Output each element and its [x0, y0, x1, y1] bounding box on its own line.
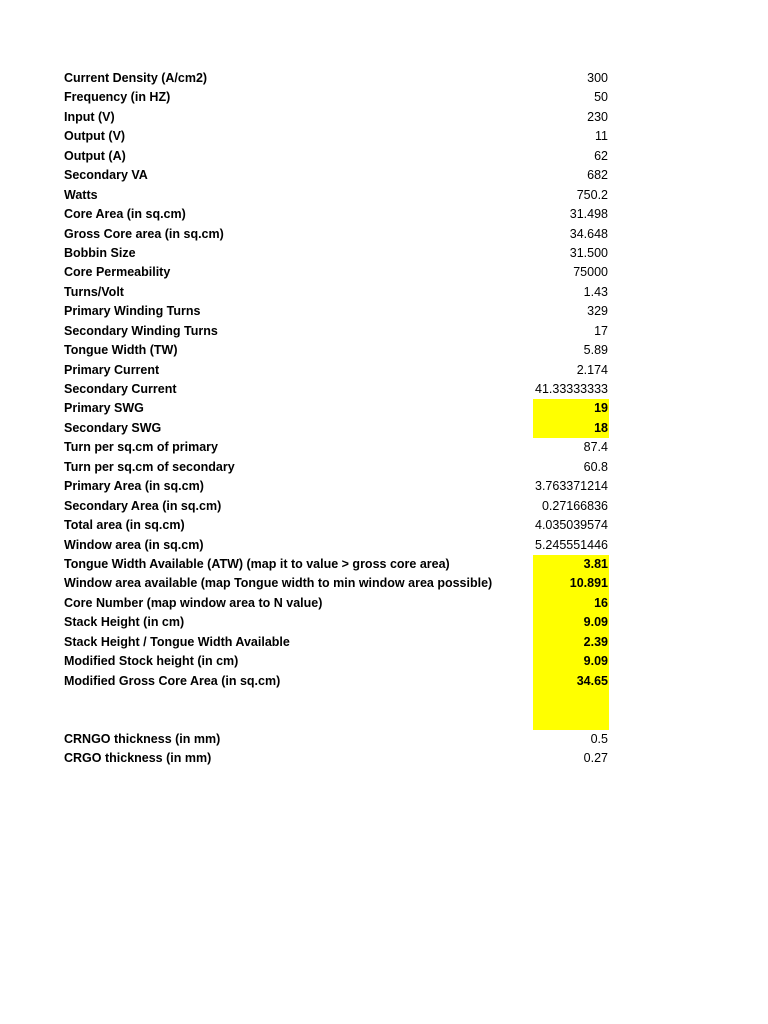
row-label: CRGO thickness (in mm) [64, 751, 212, 766]
value-cell: 0.27 [583, 751, 608, 766]
highlighted-value-cell: 3.81 [533, 555, 609, 574]
highlighted-value-cell [533, 691, 609, 710]
highlighted-value-cell: 9.09 [533, 652, 609, 671]
table-row [64, 633, 609, 652]
table-row [64, 691, 609, 710]
value-cell: 31.500 [569, 245, 608, 260]
value-cell: 0.5 [590, 731, 608, 746]
value-cell: 34.648 [569, 226, 608, 241]
value-cell: 41.33333333 [535, 382, 608, 396]
row-label: Stack Height (in cm) [64, 615, 185, 630]
table-row [64, 399, 609, 418]
table-row [64, 302, 609, 321]
value-cell: 1.43 [583, 284, 608, 299]
highlighted-value-cell: 9.09 [533, 613, 609, 632]
table-row [64, 380, 609, 399]
row-label: Total area (in sq.cm) [64, 518, 185, 533]
table-row [64, 108, 609, 127]
value-cell: 5.89 [583, 343, 608, 358]
value-cell: 4.035039574 [535, 518, 608, 533]
table-row [64, 322, 609, 341]
value-cell: 300 [587, 71, 608, 85]
value-cell: 31.498 [569, 207, 608, 222]
row-label: Current Density (A/cm2) [64, 71, 208, 85]
row-label: Turn per sq.cm of secondary [64, 459, 235, 474]
row-label: Secondary Area (in sq.cm) [64, 498, 222, 513]
table-row [64, 672, 609, 691]
table-row [64, 536, 609, 555]
row-label: Tongue Width (TW) [64, 343, 178, 358]
value-cell: 750.2 [576, 187, 608, 202]
table-row [64, 225, 609, 244]
table-row [64, 477, 609, 496]
value-cell: 3.763371214 [535, 479, 608, 494]
table-row [64, 613, 609, 632]
table-row [64, 574, 609, 593]
row-label: Bobbin Size [64, 245, 136, 260]
row-label: Secondary SWG [64, 420, 162, 435]
value-cell: 329 [587, 304, 608, 319]
table-row [64, 458, 609, 477]
row-label: Window area (in sq.cm) [64, 537, 204, 552]
table-row [64, 594, 609, 613]
row-label: Primary SWG [64, 401, 144, 416]
row-label: Frequency (in HZ) [64, 90, 171, 105]
row-label: Stack Height / Tongue Width Available [64, 634, 290, 649]
table-row [64, 205, 609, 224]
row-label: Primary Winding Turns [64, 304, 201, 319]
row-label: Primary Current [64, 362, 160, 377]
row-label: Secondary VA [64, 168, 148, 183]
row-label: Watts [64, 187, 98, 202]
table-row [64, 283, 609, 302]
row-label: Turn per sq.cm of primary [64, 440, 218, 455]
highlighted-value-cell: 16 [533, 594, 609, 613]
highlighted-value-cell: 10.891 [533, 574, 609, 593]
spreadsheet [64, 69, 609, 769]
table-row [64, 127, 609, 146]
row-label: Modified Gross Core Area (in sq.cm) [64, 673, 281, 688]
row-label: Tongue Width Available (ATW) (map it to value > gross core area) [64, 556, 450, 571]
value-cell: 17 [594, 323, 608, 338]
value-cell: 5.245551446 [535, 537, 608, 552]
highlighted-value-cell: 19 [533, 399, 609, 418]
table-row [64, 438, 609, 457]
row-label: Core Permeability [64, 265, 171, 280]
table-row [64, 730, 609, 749]
row-label: Modified Stock height (in cm) [64, 654, 239, 669]
table-row [64, 516, 609, 535]
value-cell: 2.174 [576, 362, 608, 377]
highlighted-value-cell: 18 [533, 419, 609, 438]
value-cell: 0.27166836 [541, 498, 608, 513]
table-row [64, 749, 609, 768]
highlighted-value-cell [533, 710, 609, 729]
row-label: Secondary Winding Turns [64, 323, 218, 338]
row-label: Window area available (map Tongue width to min window area possible) [64, 576, 493, 591]
value-cell: 75000 [573, 265, 608, 280]
table-row [64, 147, 609, 166]
value-cell: 230 [587, 109, 608, 124]
value-cell: 11 [595, 129, 608, 144]
table-row [64, 555, 609, 574]
value-cell: 87.4 [583, 440, 608, 455]
row-label: Turns/Volt [64, 284, 124, 299]
table-row [64, 263, 609, 282]
value-cell: 62 [594, 148, 608, 163]
table-row [64, 361, 609, 380]
table-row [64, 652, 609, 671]
row-label: Input (V) [64, 109, 115, 124]
table-row [64, 186, 609, 205]
row-label: Output (V) [64, 129, 126, 144]
table-row [64, 166, 609, 185]
table-row [64, 419, 609, 438]
table-row [64, 497, 609, 516]
highlighted-value-cell: 34.65 [533, 672, 609, 691]
row-label: Primary Area (in sq.cm) [64, 479, 204, 494]
table-row [64, 244, 609, 263]
table-row [64, 69, 609, 88]
highlighted-value-cell: 2.39 [533, 633, 609, 652]
value-cell: 60.8 [583, 459, 608, 474]
table-row [64, 88, 609, 107]
value-cell: 682 [587, 168, 608, 183]
table-row [64, 341, 609, 360]
row-label: CRNGO thickness (in mm) [64, 731, 221, 746]
row-label: Output (A) [64, 148, 126, 163]
row-label: Gross Core area (in sq.cm) [64, 226, 224, 241]
table-row [64, 710, 609, 729]
row-label: Core Area (in sq.cm) [64, 207, 186, 222]
row-label: Secondary Current [64, 382, 177, 396]
value-cell: 50 [594, 90, 608, 105]
row-label: Core Number (map window area to N value) [64, 595, 323, 610]
